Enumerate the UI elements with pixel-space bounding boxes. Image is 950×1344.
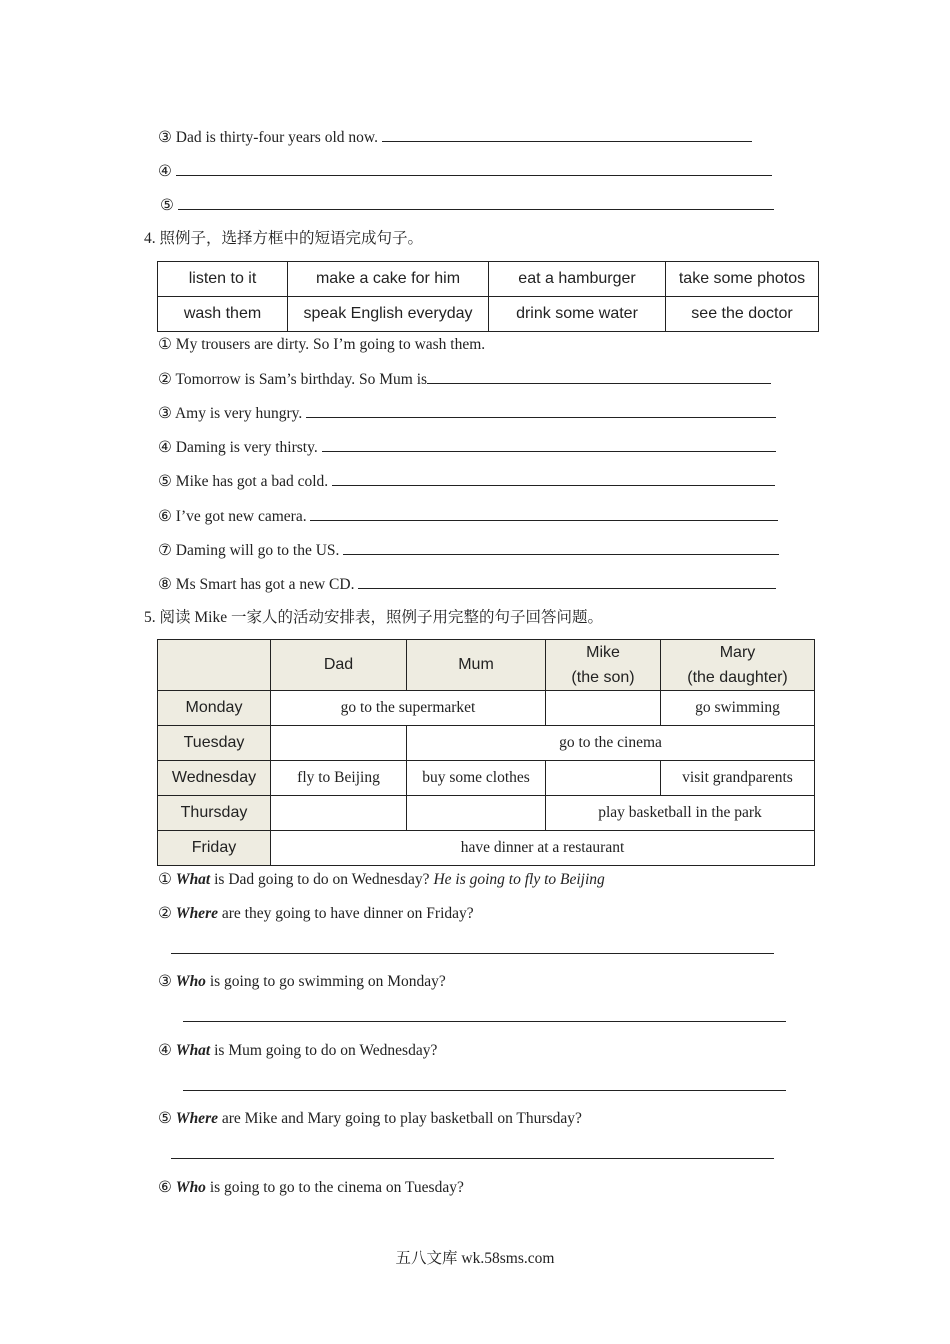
item-number: ⑤ bbox=[160, 197, 174, 214]
question-text: is going to go to the cinema on Tuesday? bbox=[205, 1179, 464, 1196]
answer-line-5[interactable] bbox=[171, 1158, 774, 1159]
col-mary-role: (the daughter) bbox=[687, 669, 788, 686]
item-text: Mike has got a bad cold. bbox=[175, 473, 329, 490]
schedule-row-tuesday bbox=[158, 726, 815, 761]
answer-blank[interactable] bbox=[306, 403, 776, 418]
activity-cell: go to the supermarket bbox=[271, 691, 546, 726]
activity-cell: go swimming bbox=[661, 691, 815, 726]
item-text: Amy is very hungry. bbox=[174, 405, 303, 422]
activity-cell-empty bbox=[546, 761, 661, 796]
item-number: ⑤ bbox=[158, 1110, 172, 1127]
day-label: Monday bbox=[158, 691, 271, 726]
s5-question-6 bbox=[158, 1178, 464, 1198]
s4-item-6 bbox=[158, 506, 778, 527]
s5-question-3 bbox=[158, 972, 446, 992]
phrase-cell: eat a hamburger bbox=[489, 262, 666, 297]
answer-blank[interactable] bbox=[176, 161, 772, 176]
phrase-cell: speak English everyday bbox=[288, 297, 489, 332]
item-number: ① bbox=[158, 336, 172, 353]
item-text: I’ve got new camera. bbox=[175, 508, 307, 525]
col-mike bbox=[546, 640, 661, 691]
item-text: My trousers are dirty. So I’m going to wash them. bbox=[175, 336, 486, 353]
phrase-cell: take some photos bbox=[666, 262, 819, 297]
day-label: Tuesday bbox=[158, 726, 271, 761]
activity-cell-empty bbox=[407, 796, 546, 831]
schedule-row-friday bbox=[158, 831, 815, 866]
item-text: Dad is thirty-four years old now. bbox=[175, 129, 378, 146]
col-mike-name: Mike bbox=[586, 644, 620, 661]
item-text: Daming is very thirsty. bbox=[175, 439, 318, 456]
s3-item-5 bbox=[160, 195, 774, 216]
phrase-cell: see the doctor bbox=[666, 297, 819, 332]
activity-cell: go to the cinema bbox=[407, 726, 815, 761]
activity-cell: have dinner at a restaurant bbox=[271, 831, 815, 866]
page-footer: 五八文库 wk.58sms.com bbox=[395, 1250, 555, 1267]
answer-line-2[interactable] bbox=[171, 953, 774, 954]
phrase-row bbox=[158, 297, 819, 332]
item-number: ③ bbox=[158, 973, 172, 990]
item-number: ⑧ bbox=[158, 576, 172, 593]
s3-item-4 bbox=[158, 161, 772, 182]
section-4-heading: 4. 照例子，选择方框中的短语完成句子。 bbox=[144, 230, 424, 247]
s4-item-7 bbox=[158, 540, 779, 561]
item-number: ⑤ bbox=[158, 473, 172, 490]
activity-cell: visit grandparents bbox=[661, 761, 815, 796]
item-number: ④ bbox=[158, 163, 172, 180]
item-number: ① bbox=[158, 871, 172, 888]
activity-cell-empty bbox=[546, 691, 661, 726]
question-word: Who bbox=[175, 1179, 206, 1196]
col-dad: Dad bbox=[271, 640, 407, 691]
activity-cell: fly to Beijing bbox=[271, 761, 407, 796]
item-number: ② bbox=[158, 371, 172, 388]
answer-blank[interactable] bbox=[358, 574, 776, 589]
item-number: ⑥ bbox=[158, 1179, 172, 1196]
answer-line-3[interactable] bbox=[183, 1021, 786, 1022]
question-text: are they going to have dinner on Friday? bbox=[217, 905, 474, 922]
phrase-row bbox=[158, 262, 819, 297]
activity-cell: play basketball in the park bbox=[546, 796, 815, 831]
phrase-box bbox=[157, 261, 819, 332]
phrase-cell: make a cake for him bbox=[288, 262, 489, 297]
s3-item-3 bbox=[158, 127, 752, 148]
question-word: Where bbox=[175, 1110, 218, 1127]
s4-item-3 bbox=[158, 403, 776, 424]
col-mary-name: Mary bbox=[719, 644, 756, 661]
col-mum: Mum bbox=[407, 640, 546, 691]
s5-question-1 bbox=[158, 870, 605, 890]
schedule-table bbox=[157, 639, 815, 866]
s4-item-2 bbox=[158, 369, 771, 390]
section-5-heading: 5. 阅读 Mike 一家人的活动安排表，照例子用完整的句子回答问题。 bbox=[144, 609, 603, 626]
schedule-row-monday bbox=[158, 691, 815, 726]
schedule-row-wednesday bbox=[158, 761, 815, 796]
item-text: Tomorrow is Sam’s birthday. So Mum is bbox=[175, 371, 428, 388]
item-number: ③ bbox=[158, 405, 172, 422]
question-text: is Mum going to do on Wednesday? bbox=[210, 1042, 438, 1059]
phrase-cell: drink some water bbox=[489, 297, 666, 332]
corner-cell bbox=[158, 640, 271, 691]
example-answer: He is going to fly to Beijing bbox=[433, 871, 605, 888]
answer-blank[interactable] bbox=[178, 195, 774, 210]
answer-blank[interactable] bbox=[382, 127, 752, 142]
s4-item-8 bbox=[158, 574, 776, 595]
question-word: What bbox=[175, 871, 211, 888]
s5-question-2 bbox=[158, 904, 474, 924]
item-number: ⑥ bbox=[158, 508, 172, 525]
item-text: Ms Smart has got a new CD. bbox=[175, 576, 355, 593]
phrase-cell: wash them bbox=[158, 297, 288, 332]
question-text: is Dad going to do on Wednesday? bbox=[210, 871, 434, 888]
item-number: ③ bbox=[158, 129, 172, 146]
item-number: ② bbox=[158, 905, 172, 922]
day-label: Wednesday bbox=[158, 761, 271, 796]
answer-blank[interactable] bbox=[310, 506, 778, 521]
answer-blank[interactable] bbox=[332, 471, 775, 486]
question-word: What bbox=[175, 1042, 211, 1059]
s5-question-4 bbox=[158, 1041, 437, 1061]
s4-item-4 bbox=[158, 437, 776, 458]
question-text: is going to go swimming on Monday? bbox=[205, 973, 446, 990]
item-text: Daming will go to the US. bbox=[175, 542, 340, 559]
activity-cell-empty bbox=[271, 796, 407, 831]
question-word: Who bbox=[175, 973, 206, 990]
phrase-cell: listen to it bbox=[158, 262, 288, 297]
answer-line-4[interactable] bbox=[183, 1090, 786, 1091]
answer-blank[interactable] bbox=[343, 540, 779, 555]
answer-blank[interactable] bbox=[322, 437, 776, 452]
day-label: Friday bbox=[158, 831, 271, 866]
question-text: are Mike and Mary going to play basketball on Thursday? bbox=[217, 1110, 582, 1127]
item-number: ⑦ bbox=[158, 542, 172, 559]
s4-item-5 bbox=[158, 471, 775, 492]
s5-question-5 bbox=[158, 1109, 582, 1129]
col-mary bbox=[661, 640, 815, 691]
activity-cell-empty bbox=[271, 726, 407, 761]
question-word: Where bbox=[175, 905, 218, 922]
item-number: ④ bbox=[158, 1042, 172, 1059]
answer-blank[interactable] bbox=[427, 369, 771, 384]
item-number: ④ bbox=[158, 439, 172, 456]
schedule-header-row bbox=[158, 640, 815, 691]
activity-cell: buy some clothes bbox=[407, 761, 546, 796]
s4-item-1 bbox=[158, 335, 485, 355]
schedule-row-thursday bbox=[158, 796, 815, 831]
day-label: Thursday bbox=[158, 796, 271, 831]
col-mike-role: (the son) bbox=[571, 669, 635, 686]
